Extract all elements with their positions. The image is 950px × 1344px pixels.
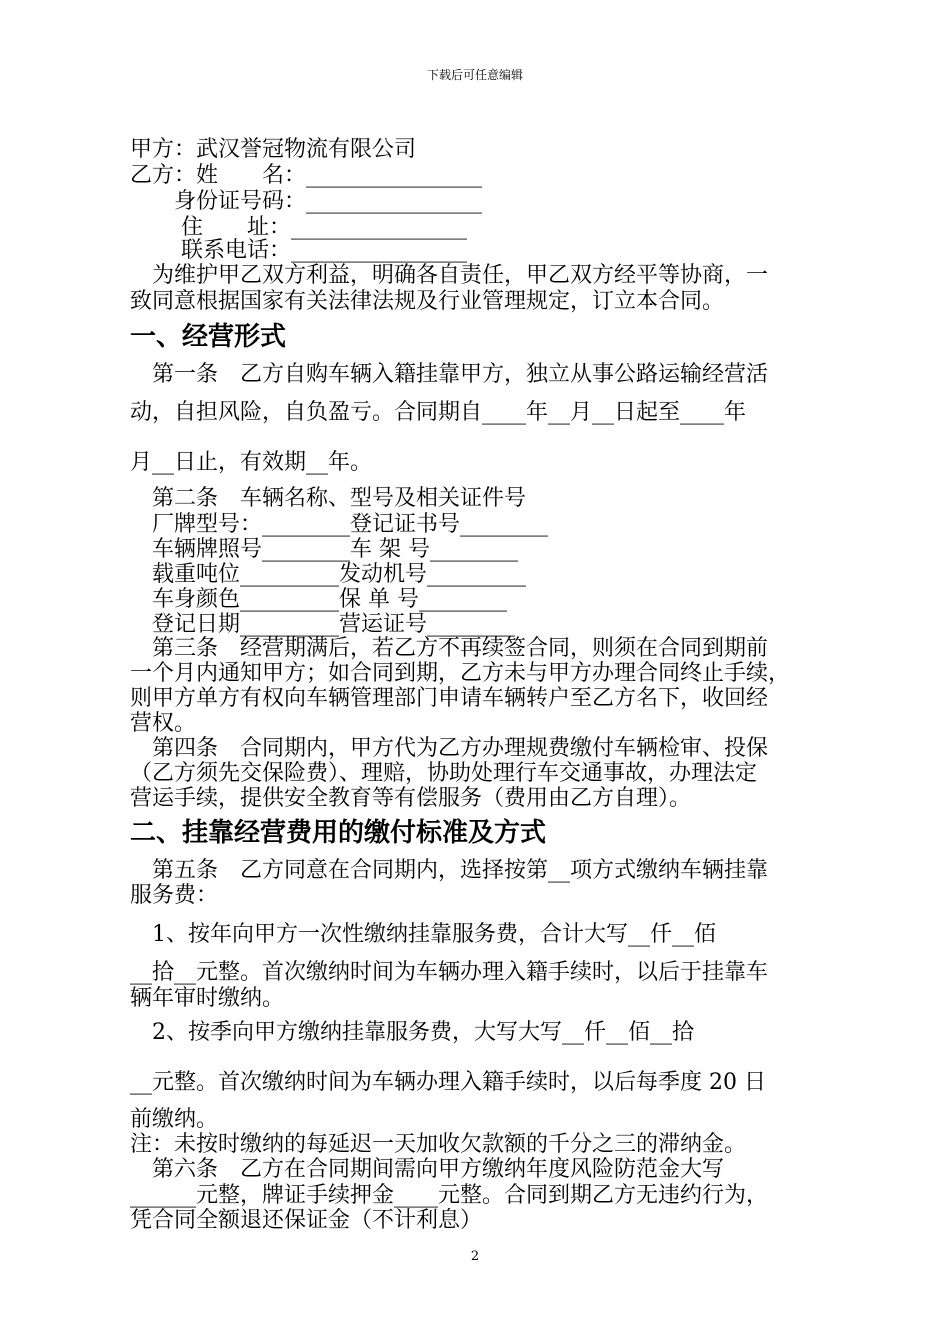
preamble-line-2: 致同意根据国家有关法律法规及行业管理规定，订立本合同。 <box>130 289 725 314</box>
article-4-line-2: （乙方须先交保险费）、理赔，协助处理行车交通事故，办理法定 <box>130 761 758 786</box>
option-2-line-3: 前缴纳。 <box>130 1107 219 1132</box>
section-heading-2: 二、挂靠经营费用的缴付标准及方式 <box>130 818 547 848</box>
note-line: 注：未按时缴纳的每延迟一天加收欠款额的千分之三的滞纳金。 <box>130 1132 747 1157</box>
option-1-line-3: 辆年审时缴纳。 <box>130 986 285 1011</box>
article-5-line-1: 第五条 乙方同意在合同期内，选择按第__项方式缴纳车辆挂靠 <box>130 858 769 883</box>
article-2-date-line: 登记日期_________营运证号________ <box>130 612 516 637</box>
article-3-line-3: 则甲方单方有权向车辆管理部门申请车辆转户至乙方名下，收回经 <box>130 686 769 711</box>
article-2-title: 第二条 车辆名称、型号及相关证件号 <box>130 486 527 511</box>
option-2-line-2: __元整。首次缴纳时间为车辆办理入籍手续时，以后每季度 20 日 <box>130 1070 766 1095</box>
article-2-color-line: 车身颜色_________保 单 号________ <box>130 587 507 612</box>
article-3-line-4: 营权。 <box>130 711 197 736</box>
option-2-line-1: 2、按季向甲方缴纳挂靠服务费，大写大写__仟__佰__拾 <box>130 1020 694 1045</box>
party-b-id-line: 身份证号码：________________ <box>130 189 483 214</box>
article-3-line-2: 一个月内通知甲方；如合同到期，乙方未与甲方办理合同终止手续， <box>130 661 791 686</box>
article-1-line-3: 月__日止，有效期__年。 <box>130 450 373 475</box>
option-1-line-2: __拾__元整。首次缴纳时间为车辆办理入籍手续时，以后于挂靠车 <box>130 960 769 985</box>
article-2-model-line: 厂牌型号：________登记证书号________ <box>130 512 549 537</box>
article-5-line-2: 服务费： <box>130 883 219 908</box>
article-4-line-1: 第四条 合同期内，甲方代为乙方办理规费缴付车辆检审、投保 <box>130 736 769 761</box>
article-2-tonnage-line: 载重吨位_________发动机号_________ <box>130 562 527 587</box>
article-6-line-3: 凭合同全额退还保证金（不计利息） <box>130 1208 483 1233</box>
page-header: 下载后可任意编辑 <box>426 68 523 82</box>
article-3-line-1: 第三条 经营期满后，若乙方不再续签合同，则须在合同到期前 <box>130 636 769 661</box>
option-1-line-1: 1、按年向甲方一次性缴纳挂靠服务费，合计大写__仟__佰 <box>130 922 716 947</box>
party-a-line: 甲方：武汉誉冠物流有限公司 <box>130 137 417 162</box>
page-number: 2 <box>470 1249 480 1264</box>
article-2-plate-line: 车辆牌照号________车 架 号________ <box>130 537 518 562</box>
party-b-address-line: 住 址：________________ <box>130 215 467 240</box>
article-1-line-2: 动，自担风险，自负盈亏。合同期自____年__月__日起至____年 <box>130 400 747 425</box>
article-6-line-2: ______元整，牌证手续押金____元整。合同到期乙方无违约行为， <box>130 1183 769 1208</box>
article-6-line-1: 第六条 乙方在合同期间需向甲方缴纳年度风险防范金大写 <box>130 1157 725 1182</box>
article-1-line-1: 第一条 乙方自购车辆入籍挂靠甲方，独立从事公路运输经营活 <box>130 362 769 387</box>
preamble-line-1: 为维护甲乙双方利益，明确各自责任，甲乙双方经平等协商，一 <box>130 263 769 288</box>
article-4-line-3: 营运手续，提供安全教育等有偿服务（费用由乙方自理）。 <box>130 786 692 811</box>
party-b-name-line: 乙方：姓 名：________________ <box>130 163 483 188</box>
party-b-phone-line: 联系电话：________________ <box>130 238 467 263</box>
section-heading-1: 一、经营形式 <box>130 322 287 352</box>
